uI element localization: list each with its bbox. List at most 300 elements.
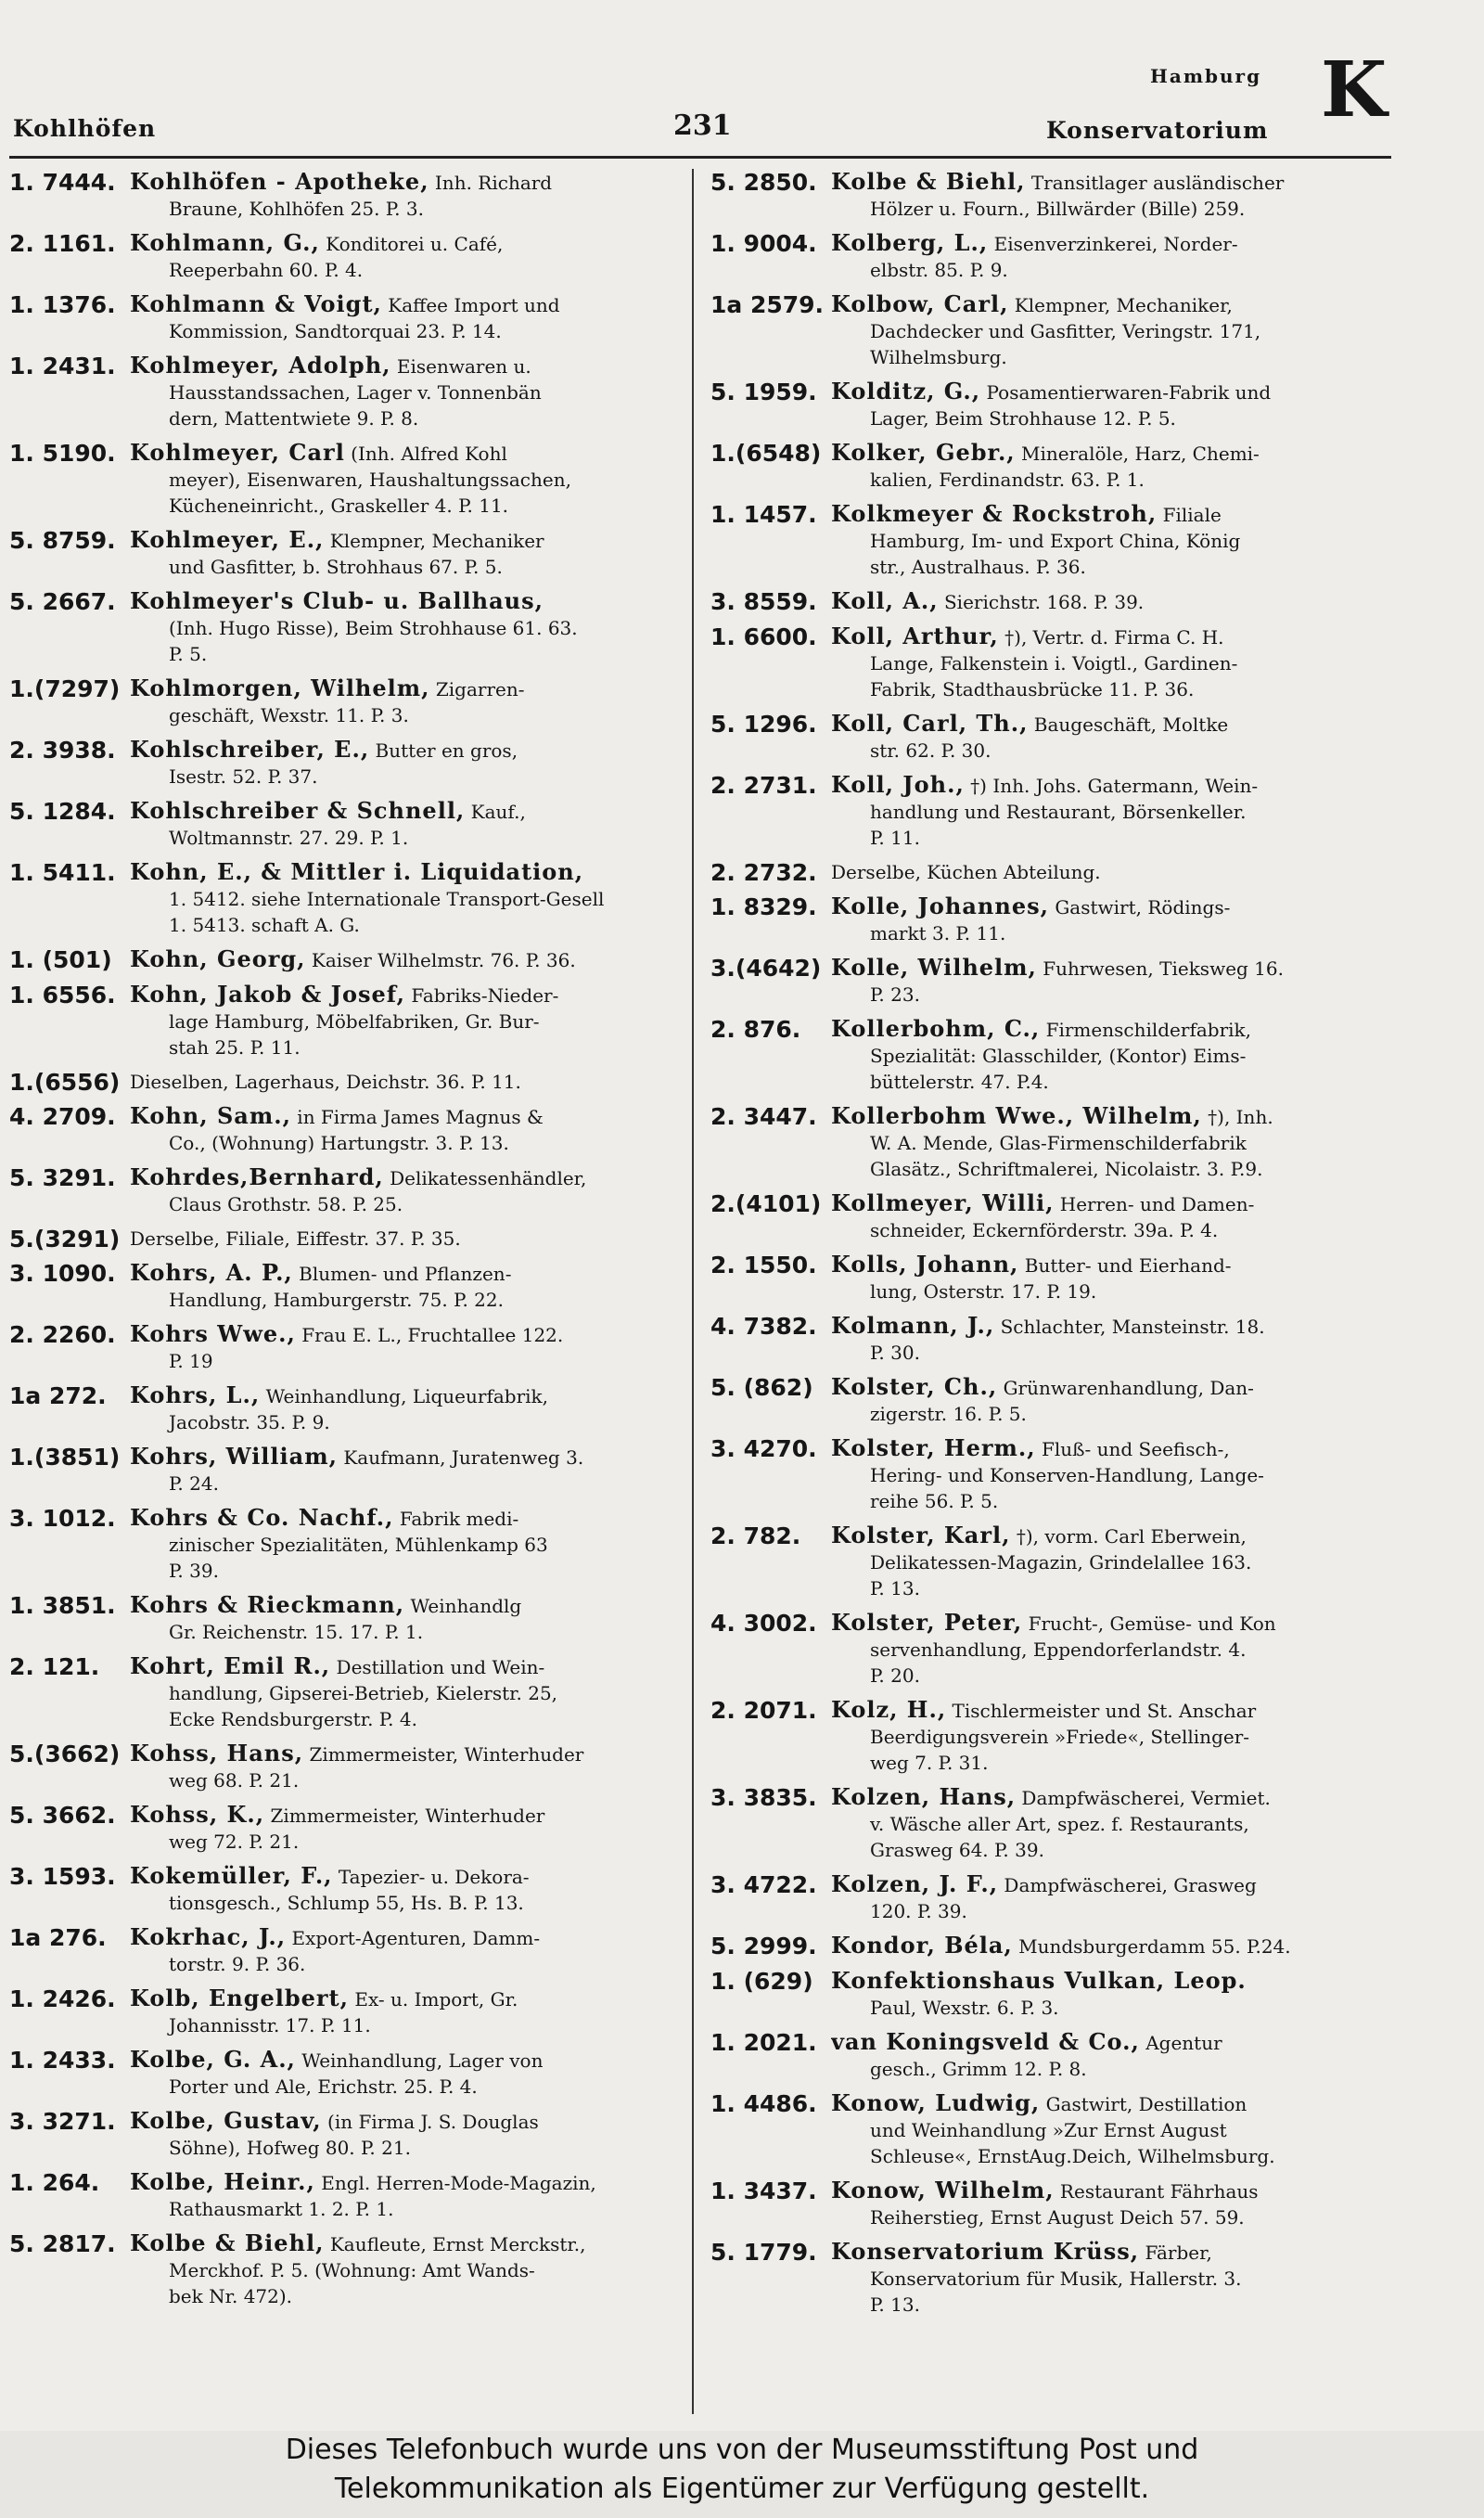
entry-text: Mundsburgerdamm 55. P.24. — [1018, 1935, 1291, 1958]
entry-first-line — [831, 379, 1383, 405]
directory-entry — [9, 1069, 682, 1095]
directory-entry — [710, 379, 1383, 431]
entry-name: Kolker, Gebr., — [831, 440, 1016, 466]
directory-entry — [9, 982, 682, 1060]
entry-name: Kohn, Sam., — [130, 1103, 291, 1129]
phone-number: 5. 3291. — [9, 1164, 116, 1191]
entry-first-line — [130, 2169, 682, 2196]
entry-name: Konservatorium Krüss, — [831, 2239, 1140, 2265]
entry-text: Kaufleute, Ernst Merckstr., — [329, 2233, 586, 2255]
phone-number: 2. 3938. — [9, 737, 116, 764]
directory-entry — [710, 1968, 1383, 2021]
entry-continuation: P. 20. — [870, 1664, 920, 1687]
entry-text: (Inh. Alfred Kohl — [351, 443, 507, 465]
phone-number: 2. 1550. — [710, 1252, 817, 1278]
phone-number: 3. 3271. — [9, 2108, 116, 2135]
entry-text: Restaurant Fährhaus — [1059, 2180, 1259, 2203]
entry-continuation: Kommission, Sandtorquai 23. P. 14. — [169, 320, 502, 342]
entry-first-line — [831, 772, 1383, 799]
phone-number: 1. 7444. — [9, 169, 116, 196]
entry-first-line — [831, 501, 1383, 528]
phone-number: 5. 3662. — [9, 1802, 116, 1829]
entry-text: Export-Agenturen, Damm- — [291, 1927, 541, 1949]
phone-number: 1. 6600. — [710, 623, 817, 650]
entry-name: Kolbe, Heinr., — [130, 2169, 315, 2195]
directory-entry — [710, 1374, 1383, 1427]
entry-name: Kohlmeyer, Adolph, — [130, 353, 391, 379]
directory-entry — [9, 1985, 682, 2038]
entry-name: Kohrs, A. P., — [130, 1260, 293, 1286]
entry-continuation: Reeperbahn 60. P. 4. — [169, 259, 364, 281]
entry-text: Dampfwäscherei, Grasweg — [1004, 1874, 1257, 1896]
entry-text: Grünwarenhandlung, Dan- — [1003, 1377, 1254, 1399]
entry-first-line — [130, 1321, 682, 1348]
entry-first-line — [831, 1016, 1383, 1043]
entry-continuation: zigerstr. 16. P. 5. — [870, 1403, 1027, 1425]
entry-name: Kohlhöfen - Apotheke, — [130, 169, 429, 195]
entry-continuation: P. 23. — [870, 983, 920, 1006]
footer-line-1: Dieses Telefonbuch wurde uns von der Museumsstiftung Post und — [285, 2434, 1199, 2466]
directory-entry — [710, 230, 1383, 283]
entry-name: Kolditz, G., — [831, 379, 981, 405]
entry-first-line — [130, 1505, 682, 1532]
entry-continuation: Reiherstieg, Ernst August Deich 57. 59. — [870, 2206, 1245, 2229]
header-rule — [9, 156, 1391, 159]
entry-continuation: (Inh. Hugo Risse), Beim Strohhause 61. 63. — [169, 617, 578, 639]
entry-text: Weinhandlg — [410, 1595, 522, 1617]
entry-text: Kaiser Wilhelmstr. 76. P. 36. — [311, 949, 576, 971]
entry-text: Destillation und Wein- — [336, 1656, 545, 1678]
entry-text: Klempner, Mechaniker, — [1014, 294, 1233, 316]
entry-name: Kohss, Hans, — [130, 1741, 304, 1766]
entry-continuation: P. 11. — [870, 827, 920, 849]
footer-note — [0, 2431, 1484, 2518]
entry-text: Kauf., — [470, 801, 526, 823]
entry-first-line — [831, 230, 1383, 257]
entry-name: Kolls, Johann, — [831, 1252, 1019, 1278]
entry-continuation: 120. P. 39. — [870, 1900, 967, 1922]
phone-number: 5. 2667. — [9, 588, 116, 615]
phone-number: 1. 8329. — [710, 893, 817, 920]
directory-entry — [9, 859, 682, 938]
entry-first-line — [831, 1313, 1383, 1340]
phone-number: 2. 876. — [710, 1016, 801, 1043]
entry-text: Blumen- und Pflanzen- — [299, 1263, 512, 1285]
entry-text: Kaffee Import und — [388, 294, 560, 316]
entry-continuation: Ecke Rendsburgerstr. P. 4. — [169, 1708, 417, 1730]
entry-continuation: Hölzer u. Fourn., Billwärder (Bille) 259. — [870, 198, 1246, 220]
entry-name: Konow, Ludwig, — [831, 2090, 1041, 2116]
phone-number: 1. 6556. — [9, 982, 116, 1008]
phone-number: 5. 2999. — [710, 1933, 817, 1959]
entry-continuation: P. 5. — [169, 643, 208, 665]
entry-continuation: Handlung, Hamburgerstr. 75. P. 22. — [169, 1289, 504, 1311]
entry-continuation: Hering- und Konserven-Handlung, Lange- — [870, 1464, 1264, 1486]
entry-continuation: tionsgesch., Schlump 55, Hs. B. P. 13. — [169, 1892, 524, 1914]
directory-entry — [710, 291, 1383, 370]
entry-text: Frau E. L., Fruchtallee 122. — [301, 1324, 564, 1346]
directory-entry — [9, 798, 682, 851]
phone-number: 3. 1012. — [9, 1505, 116, 1532]
entry-continuation: P. 30. — [870, 1342, 920, 1364]
entry-text: Fluß- und Seefisch-, — [1042, 1438, 1230, 1460]
entry-first-line — [831, 1784, 1383, 1811]
entry-text: Filiale — [1162, 504, 1222, 526]
entry-first-line — [831, 2178, 1383, 2204]
entry-first-line — [130, 2108, 682, 2135]
entry-name: Kohlschreiber, E., — [130, 737, 370, 763]
entry-text: Baugeschäft, Moltke — [1033, 713, 1229, 736]
directory-entry — [9, 1164, 682, 1217]
entry-text: Konditorei u. Café, — [326, 233, 504, 255]
entry-first-line — [130, 1924, 682, 1951]
left-column — [9, 169, 682, 2318]
phone-number: 1. 264. — [9, 2169, 100, 2196]
entry-continuation: Wilhelmsburg. — [870, 346, 1007, 368]
entry-text: Engl. Herren-Mode-Magazin, — [321, 2172, 596, 2194]
entry-name: Kolbow, Carl, — [831, 291, 1009, 317]
entry-name: Kohrs & Co. Nachf., — [130, 1505, 394, 1531]
entry-continuation: Hausstandssachen, Lager v. Tonnenbän — [169, 381, 542, 404]
entry-continuation: P. 13. — [870, 2293, 920, 2316]
entry-first-line — [831, 588, 1383, 615]
entry-first-line — [130, 1260, 682, 1287]
right-column — [710, 169, 1383, 2326]
entry-continuation: Fabrik, Stadthausbrücke 11. P. 36. — [870, 678, 1195, 700]
entry-text: Butter- und Eierhand- — [1024, 1254, 1232, 1277]
phone-number: 3. 4722. — [710, 1871, 817, 1898]
footer-line-2: Telekommunikation als Eigentümer zur Verfügung gestellt. — [334, 2473, 1150, 2505]
entry-continuation: str. 62. P. 30. — [870, 739, 991, 762]
entry-continuation: schneider, Eckernförderstr. 39a. P. 4. — [870, 1219, 1219, 1241]
entry-continuation: markt 3. P. 11. — [870, 922, 1006, 944]
entry-continuation: büttelerstr. 47. P.4. — [870, 1071, 1049, 1093]
entry-first-line — [831, 623, 1383, 650]
entry-name: Konfektionshaus Vulkan, Leop. — [831, 1968, 1247, 1994]
phone-number: 1. 9004. — [710, 230, 817, 257]
entry-name: Kohlmorgen, Wilhelm, — [130, 675, 430, 701]
entry-continuation: Hamburg, Im- und Export China, König — [870, 530, 1241, 552]
entry-name: Kohn, Jakob & Josef, — [130, 982, 405, 1008]
entry-name: Kokrhac, J., — [130, 1924, 287, 1950]
directory-entry — [9, 675, 682, 728]
phone-number: 5.(3291) — [9, 1226, 121, 1253]
directory-entry — [710, 2090, 1383, 2169]
entry-text: Weinhandlung, Lager von — [301, 2049, 544, 2072]
entry-continuation: Glasätz., Schriftmalerei, Nicolaistr. 3. P.9. — [870, 1158, 1263, 1180]
entry-text: Ex- u. Import, Gr. — [354, 1988, 518, 2011]
phone-number: 2. 2071. — [710, 1697, 817, 1724]
directory-entry — [9, 440, 682, 519]
phone-number: 1. 2426. — [9, 1985, 116, 2012]
directory-entry — [710, 2239, 1383, 2318]
entry-name: Kohss, K., — [130, 1802, 265, 1828]
directory-entry — [710, 623, 1383, 702]
directory-entry — [9, 946, 682, 973]
directory-entry — [710, 1435, 1383, 1514]
entry-text: Dampfwäscherei, Vermiet. — [1021, 1787, 1271, 1809]
entry-name: van Koningsveld & Co., — [831, 2029, 1140, 2055]
phone-number: 3. 4270. — [710, 1435, 817, 1462]
entry-continuation: servenhandlung, Eppendorferlandstr. 4. — [870, 1638, 1247, 1661]
entry-name: Kohrs, L., — [130, 1382, 261, 1408]
entry-name: Kolster, Herm., — [831, 1435, 1036, 1461]
directory-entry — [710, 1522, 1383, 1601]
directory-entry — [9, 1802, 682, 1855]
entry-text: Posamentierwaren-Fabrik und — [986, 381, 1272, 404]
phone-number: 5. 1959. — [710, 379, 817, 405]
entry-text: Zimmermeister, Winterhuder — [270, 1805, 545, 1827]
entry-text: Dieselben, Lagerhaus, Deichstr. 36. P. 11. — [130, 1071, 521, 1093]
entry-first-line — [130, 675, 682, 702]
phone-number: 2. 782. — [710, 1522, 801, 1549]
entry-first-line — [831, 1522, 1383, 1549]
phone-number: 1. 2021. — [710, 2029, 817, 2056]
entry-name: Kohrs, William, — [130, 1444, 338, 1470]
directory-entry — [710, 2178, 1383, 2230]
phone-number: 3. 1593. — [9, 1863, 116, 1890]
phone-number: 1. 1376. — [9, 291, 116, 318]
directory-entry — [9, 353, 682, 431]
entry-name: Kohlschreiber & Schnell, — [130, 798, 466, 824]
entry-first-line — [130, 353, 682, 379]
entry-first-line — [130, 1103, 682, 1130]
entry-continuation: handlung, Gipserei-Betrieb, Kielerstr. 25, — [169, 1682, 558, 1704]
directory-entry — [9, 1505, 682, 1584]
entry-text: Sierichstr. 168. P. 39. — [943, 591, 1145, 613]
entry-first-line — [831, 1103, 1383, 1130]
entry-continuation: Lange, Falkenstein i. Voigtl., Gardinen- — [870, 652, 1238, 674]
phone-number: 1.(6548) — [710, 440, 822, 467]
entry-name: Koll, Arthur, — [831, 623, 999, 649]
entry-continuation: weg 72. P. 21. — [169, 1831, 300, 1853]
directory-entry — [710, 501, 1383, 580]
entry-name: Koll, A., — [831, 588, 939, 614]
directory-entry — [710, 169, 1383, 222]
phone-number: 4. 2709. — [9, 1103, 116, 1130]
entry-continuation: lung, Osterstr. 17. P. 19. — [870, 1280, 1097, 1303]
phone-number: 2. 121. — [9, 1653, 100, 1680]
entry-name: Kollmeyer, Willi, — [831, 1190, 1055, 1216]
phone-number: 5. (862) — [710, 1374, 813, 1401]
phone-number: 1. 3851. — [9, 1592, 116, 1619]
header-right-keyword: Konservatorium — [1046, 117, 1269, 144]
entry-text: †), vorm. Carl Eberwein, — [1016, 1525, 1247, 1548]
entry-continuation: Braune, Kohlhöfen 25. P. 3. — [169, 198, 424, 220]
entry-continuation: Kücheneinricht., Graskeller 4. P. 11. — [169, 495, 509, 517]
entry-name: Kohlmeyer, E., — [130, 527, 325, 553]
entry-name: Kolbe & Biehl, — [831, 169, 1026, 195]
entry-continuation: Gr. Reichenstr. 15. 17. P. 1. — [169, 1621, 424, 1643]
entry-continuation: P. 39. — [169, 1560, 219, 1582]
phone-number: 5. 2817. — [9, 2230, 116, 2257]
entry-first-line — [831, 893, 1383, 920]
entry-continuation: Dachdecker und Gasfitter, Veringstr. 171, — [870, 320, 1261, 342]
phone-number: 2. 1161. — [9, 230, 116, 257]
entry-continuation: bek Nr. 472). — [169, 2285, 293, 2307]
entry-continuation: Merckhof. P. 5. (Wohnung: Amt Wands- — [169, 2259, 535, 2281]
phone-number: 1. 5411. — [9, 859, 116, 886]
entry-continuation: Rathausmarkt 1. 2. P. 1. — [169, 2198, 394, 2220]
entry-name: Kolle, Wilhelm, — [831, 955, 1037, 981]
entry-first-line — [130, 588, 682, 615]
entry-text: Eisenverzinkerei, Norder- — [993, 233, 1238, 255]
entry-text: Kaufmann, Juratenweg 3. — [343, 1446, 584, 1469]
directory-entry — [9, 1741, 682, 1793]
entry-first-line — [831, 1252, 1383, 1278]
entry-continuation: dern, Mattentwiete 9. P. 8. — [169, 407, 419, 430]
entry-name: Kolzen, Hans, — [831, 1784, 1017, 1810]
entry-name: Kolz, H., — [831, 1697, 947, 1723]
entry-first-line — [831, 955, 1383, 982]
page-number: 231 — [673, 109, 732, 142]
entry-name: Kolbe, Gustav, — [130, 2108, 322, 2134]
directory-entry — [9, 2108, 682, 2161]
directory-entry — [9, 1444, 682, 1497]
entry-name: Konow, Wilhelm, — [831, 2178, 1055, 2203]
entry-name: Kolb, Engelbert, — [130, 1985, 349, 2011]
phone-number: 5. 2850. — [710, 169, 817, 196]
entry-name: Kohn, Georg, — [130, 946, 306, 972]
entry-text: Butter en gros, — [375, 739, 518, 762]
entry-continuation: P. 13. — [870, 1577, 920, 1599]
entry-text: Gastwirt, Destillation — [1045, 2093, 1247, 2115]
entry-first-line — [831, 711, 1383, 738]
directory-entry — [710, 1871, 1383, 1924]
entry-text: †), Vertr. d. Firma C. H. — [1004, 626, 1224, 649]
entry-continuation: Söhne), Hofweg 80. P. 21. — [169, 2137, 411, 2159]
entry-name: Kolzen, J. F., — [831, 1871, 999, 1897]
entry-continuation: Delikatessen-Magazin, Grindelallee 163. — [870, 1551, 1252, 1574]
entry-first-line — [130, 1592, 682, 1619]
entry-text: Färber, — [1145, 2242, 1212, 2264]
entry-continuation: 1. 5413. schaft A. G. — [169, 914, 360, 936]
entry-first-line — [831, 2090, 1383, 2117]
entry-name: Koll, Carl, Th., — [831, 711, 1029, 737]
entry-text: Derselbe, Küchen Abteilung. — [831, 861, 1101, 883]
entry-continuation: Lager, Beim Strohhause 12. P. 5. — [870, 407, 1176, 430]
directory-entry — [710, 588, 1383, 615]
directory-entry — [710, 1190, 1383, 1243]
header-left-keyword: Kohlhöfen — [13, 115, 157, 142]
entry-text: Fabrik medi- — [399, 1508, 519, 1530]
entry-name: Kohlmann & Voigt, — [130, 291, 382, 317]
entry-first-line — [130, 737, 682, 764]
directory-entry — [9, 527, 682, 580]
entry-text: Derselbe, Filiale, Eiffestr. 37. P. 35. — [130, 1227, 461, 1250]
entry-text: Tapezier- u. Dekora- — [338, 1866, 530, 1888]
entry-first-line — [831, 2239, 1383, 2266]
entry-name: Kokemüller, F., — [130, 1863, 333, 1889]
entry-name: Kolle, Johannes, — [831, 893, 1049, 919]
directory-entry — [9, 2047, 682, 2100]
entry-first-line — [831, 1933, 1383, 1959]
entry-text: Transitlager ausländischer — [1030, 172, 1285, 194]
entry-text: †) Inh. Johs. Gatermann, Wein- — [970, 775, 1259, 797]
entry-first-line — [130, 2047, 682, 2074]
entry-continuation: weg 7. P. 31. — [870, 1752, 989, 1774]
entry-name: Kondor, Béla, — [831, 1933, 1013, 1959]
entry-first-line — [831, 1190, 1383, 1217]
entry-text: Eisenwaren u. — [396, 355, 531, 378]
directory-entry — [710, 1313, 1383, 1366]
entry-text: Agentur — [1145, 2032, 1222, 2054]
entry-text: Delikatessenhändler, — [390, 1167, 587, 1189]
entry-continuation: Porter und Ale, Erichstr. 25. P. 4. — [169, 2075, 478, 2098]
entry-first-line — [831, 291, 1383, 318]
directory-entry — [9, 230, 682, 283]
entry-continuation: v. Wäsche aller Art, spez. f. Restaurants, — [870, 1813, 1249, 1835]
entry-text: (in Firma J. S. Douglas — [327, 2111, 539, 2133]
entry-text: Fuhrwesen, Tieksweg 16. — [1043, 957, 1284, 980]
directory-entry — [710, 859, 1383, 885]
phone-number: 3. 8559. — [710, 588, 817, 615]
entry-continuation: 1. 5412. siehe Internationale Transport-Gesell — [169, 888, 605, 910]
entry-name: Kollerbohm, C., — [831, 1016, 1041, 1042]
phone-number: 1.(3851) — [9, 1444, 121, 1471]
entry-first-line — [130, 1985, 682, 2012]
entry-name: Kohrs & Rieckmann, — [130, 1592, 405, 1618]
entry-first-line — [831, 859, 1383, 885]
directory-entry — [9, 1924, 682, 1977]
entry-first-line — [130, 1741, 682, 1767]
entry-first-line — [831, 2029, 1383, 2056]
entry-name: Kohrt, Emil R., — [130, 1653, 331, 1679]
phone-number: 2. 3447. — [710, 1103, 817, 1130]
column-divider — [692, 169, 694, 2414]
phone-number: 2. 2260. — [9, 1321, 116, 1348]
directory-entry — [9, 1260, 682, 1313]
entry-text: Herren- und Damen- — [1059, 1193, 1255, 1215]
entry-first-line — [130, 291, 682, 318]
directory-entry — [9, 1382, 682, 1435]
entry-first-line — [130, 1069, 682, 1095]
directory-entry — [710, 1784, 1383, 1863]
entry-continuation: W. A. Mende, Glas-Firmenschilderfabrik — [870, 1132, 1247, 1154]
entry-name: Kohrs Wwe., — [130, 1321, 296, 1347]
entry-name: Kolmann, J., — [831, 1313, 995, 1339]
directory-entry — [710, 1103, 1383, 1182]
entry-first-line — [130, 169, 682, 196]
entry-first-line — [130, 1444, 682, 1471]
phone-number: 5. 1296. — [710, 711, 817, 738]
entry-first-line — [831, 1697, 1383, 1724]
entry-continuation: gesch., Grimm 12. P. 8. — [870, 2058, 1087, 2080]
phone-number: 1.(7297) — [9, 675, 121, 702]
entry-continuation: geschäft, Wexstr. 11. P. 3. — [169, 704, 409, 726]
directory-entry — [710, 440, 1383, 493]
directory-entry — [9, 291, 682, 344]
entry-continuation: stah 25. P. 11. — [169, 1036, 301, 1059]
phone-number: 4. 3002. — [710, 1610, 817, 1637]
entry-first-line — [831, 1968, 1383, 1995]
directory-entry — [9, 1653, 682, 1732]
phone-number: 2.(4101) — [710, 1190, 822, 1217]
entry-continuation: Beerdigungsverein »Friede«, Stellinger- — [870, 1726, 1250, 1748]
entry-text: Zimmermeister, Winterhuder — [309, 1743, 584, 1766]
entry-name: Kolster, Ch., — [831, 1374, 998, 1400]
directory-entry — [9, 2169, 682, 2222]
entry-continuation: und Weinhandlung »Zur Ernst August — [870, 2119, 1227, 2141]
directory-entry — [710, 1252, 1383, 1304]
entry-name: Kohlmeyer, Carl — [130, 440, 345, 466]
phone-number: 5. 1779. — [710, 2239, 817, 2266]
entry-name: Kohrdes,Bernhard, — [130, 1164, 384, 1190]
directory-entry — [9, 1592, 682, 1645]
entry-name: Kollerbohm Wwe., Wilhelm, — [831, 1103, 1202, 1129]
header-city: Hamburg — [1150, 65, 1262, 87]
entry-continuation: Claus Grothstr. 58. P. 25. — [169, 1193, 403, 1215]
